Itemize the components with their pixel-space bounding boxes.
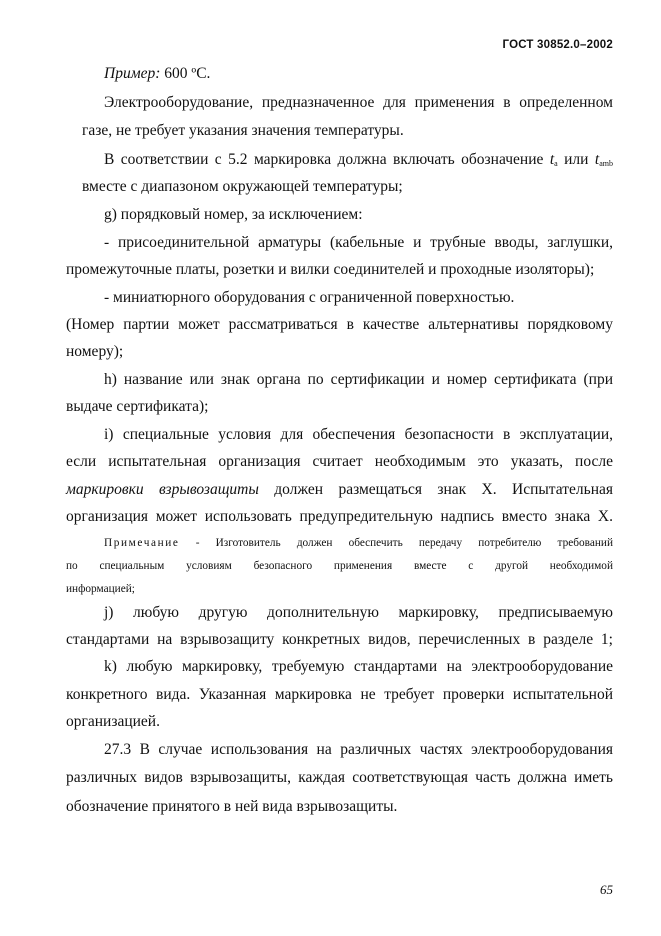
note-line: [104, 533, 613, 553]
sign-text: должен размещаться знак Х. Испытательная: [258, 481, 613, 498]
list-item-k: k) любую маркировку, требуемую стандартами на электрооборудование: [104, 658, 613, 675]
emphasis-text: маркировки взрывозащиты: [66, 481, 259, 498]
paragraph-line: организация может использовать предупредительную надпись вместо знака Х.: [66, 508, 613, 525]
paragraph-line: выдаче сертификата);: [66, 398, 209, 415]
paragraph-line: различных видов взрывозащиты, каждая соответствующая часть должна иметь: [66, 769, 613, 786]
subscript-amb: amb: [599, 159, 613, 168]
subscript-a: a: [554, 159, 558, 168]
marking-text: В соответствии с 5.2 маркировка должна включать обозначение: [104, 151, 550, 168]
paragraph-line: Электрооборудование, предназначенное для применения в определенном: [104, 94, 613, 111]
symbol-t: t: [549, 151, 555, 168]
paragraph-line: организацией.: [66, 713, 160, 730]
note-label: Примечание: [104, 537, 180, 549]
paragraph-line: (Номер партии может рассматриваться в качестве альтернативы порядковому: [66, 316, 613, 333]
symbol-t: t: [594, 151, 600, 168]
note-line: по специальным условиям безопасного применения вместе с другой необходимой: [66, 560, 613, 572]
list-item-h: h) название или знак органа по сертификации и номер сертификата (при: [104, 371, 613, 388]
paragraph-line: конкретного вида. Указанная маркировка не требует проверки испытательной: [66, 686, 613, 703]
paragraph-line: - миниатюрного оборудования с ограниченной поверхностью.: [104, 289, 515, 306]
paragraph-line: если испытательная организация считает необходимым это указать, после: [66, 453, 613, 470]
paragraph-line: обозначение принятого в ней вида взрывозащиты.: [66, 798, 398, 815]
paragraph-line: стандартами на взрывозащиту конкретных видов, перечисленных в разделе 1;: [66, 631, 613, 648]
paragraph-line: [66, 480, 613, 500]
example-label: Пример:: [104, 65, 161, 82]
example-line: [104, 64, 210, 84]
paragraph-line: вместе с диапазоном окружающей температуры;: [82, 178, 403, 195]
list-item-j: j) любую другую дополнительную маркировку, предписываемую: [104, 604, 613, 621]
or-text: или: [557, 151, 595, 168]
example-value: 600 ºС.: [160, 65, 211, 82]
clause-27-3: 27.3 В случае использования на различных частях электрооборудования: [104, 741, 613, 758]
paragraph-line: промежуточные платы, розетки и вилки соединителей и проходные изоляторы);: [66, 261, 595, 278]
paragraph-line: номеру);: [66, 343, 124, 360]
document-code-header: ГОСТ 30852.0–2002: [502, 39, 613, 51]
paragraph-line: - присоединительной арматуры (кабельные и трубные вводы, заглушки,: [104, 234, 613, 251]
list-item-g: g) порядковый номер, за исключением:: [104, 206, 363, 223]
paragraph-line: газе, не требует указания значения температуры.: [82, 122, 404, 139]
note-line: информацией;: [66, 583, 135, 595]
paragraph-line: [104, 150, 613, 174]
note-text: - Изготовитель должен обеспечить передачу потребителю требований: [179, 537, 613, 549]
list-item-i: i) специальные условия для обеспечения безопасности в эксплуатации,: [104, 426, 613, 443]
page-number: 65: [600, 882, 613, 897]
